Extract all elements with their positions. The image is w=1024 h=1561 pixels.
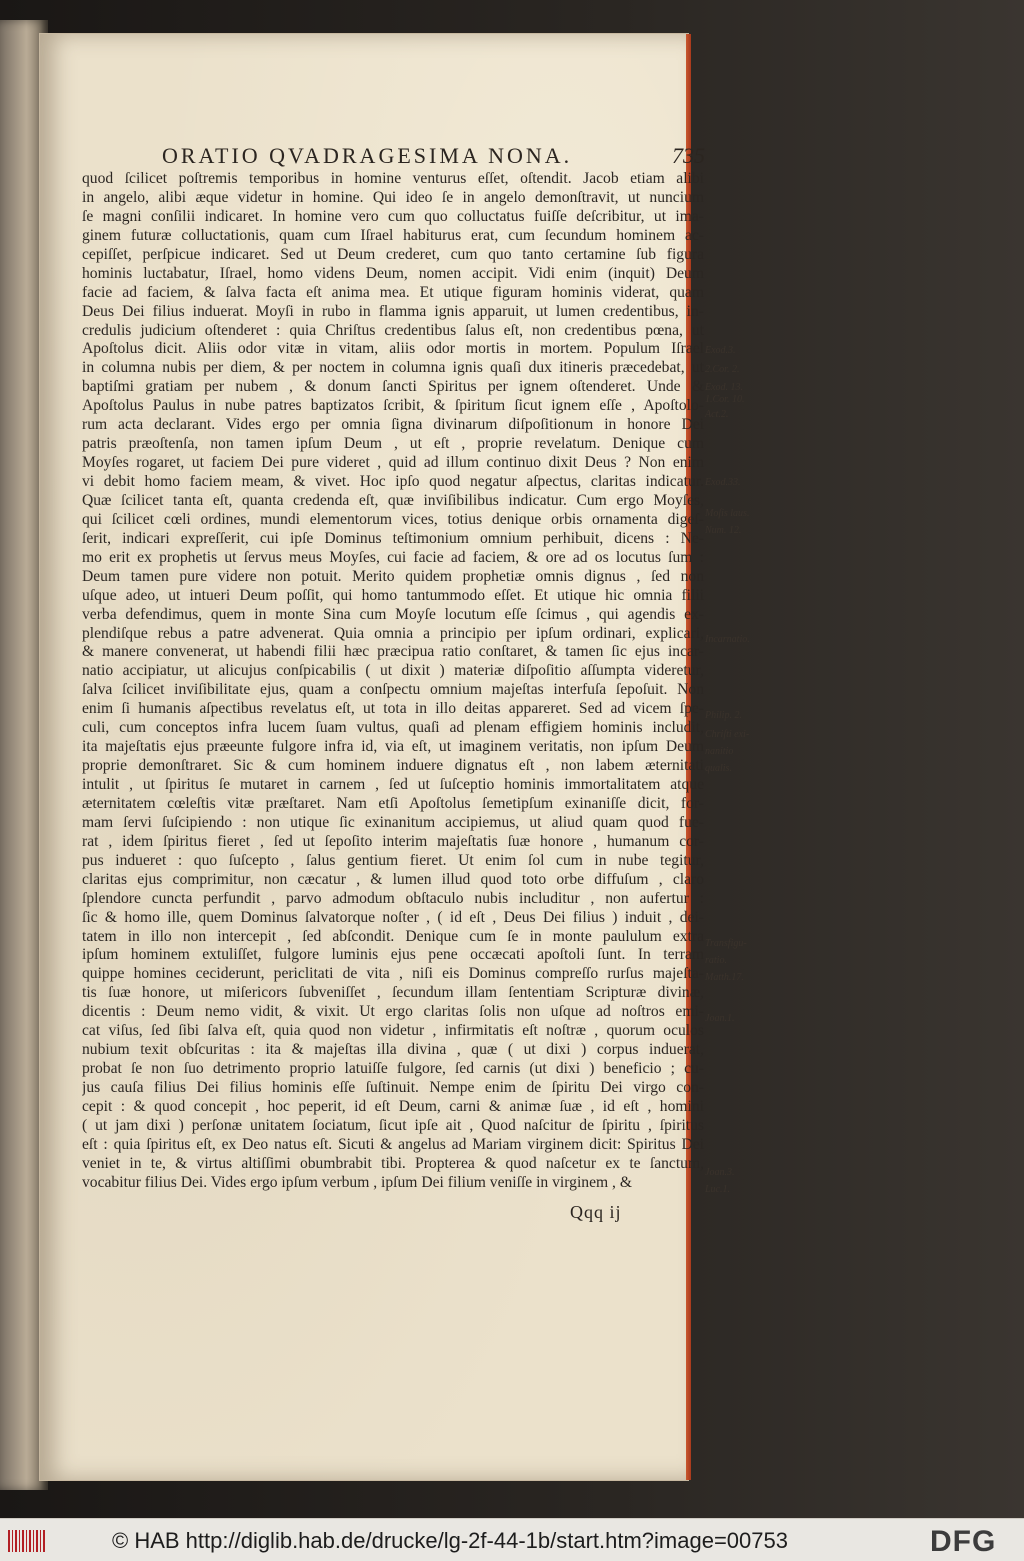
text-line: ſalva ſcilicet inviſibilitate ejus, quam a conſpectu omnium majeſtas interfuſa ſepoſuit. Non — [82, 681, 704, 699]
marginal-note: Chriſti exi- — [705, 729, 750, 741]
signature-mark: Qqq ij — [570, 1202, 622, 1222]
facing-page-bleed-text — [2, 110, 42, 1390]
text-line: cat viſus, ſed ſibi ſalva eſt, quia quod non videtur , infirmitatis eſt noſtræ , quorum oculos — [82, 1022, 704, 1040]
text-line: cepiſſet, perſpicue indicaret. Sed ut Deum crederet, cum quo tanto certamine ſub figura — [82, 245, 704, 263]
body-text — [82, 170, 704, 1193]
marginal-note: Act.2. — [705, 408, 729, 420]
text-line: ginem futuræ colluctationis, quam cum Iſrael habiturus erat, cum ſecundum hominem ac- — [82, 226, 704, 244]
marginal-note: nanitio — [705, 746, 734, 758]
marginal-note: Philip. 2. — [705, 710, 742, 722]
text-line: probat ſe non ſuo detrimento proprio latuiſſe fulgore, ſed carnis (ut dixi ) beneficio ; cu- — [82, 1060, 704, 1078]
marginal-note: qualis. — [705, 763, 732, 775]
text-line: quod ſcilicet poſtremis temporibus in homine venturus eſſet, oſtendit. Jacob etiam alibi — [82, 170, 704, 187]
text-line: ſplendore cuncta perfundit , parvo admodum obſtaculo nubis includitur , non aufertur : — [82, 889, 704, 907]
text-line: intulit , ut ſpiritus ſe mutaret in carnem , ſed ut ſuſceptio hominis immortalitatem atque — [82, 776, 704, 793]
text-line: patris præoſtenſa, non tamen ipſum Deum , ut eſt , proprie revelatum. Denique cum — [82, 435, 704, 453]
text-line: ſic & homo ille, quem Dominus ſalvatorque noſter , ( id eſt , Deus Dei filius ) induit , dei- — [82, 908, 704, 926]
text-line: baptiſmi gratiam per nubem , & donum ſancti Spiritus per ignem oſtenderet. Unde & — [82, 378, 704, 396]
text-line: proprie demonſtraret. Sic & cum hominem induere dignatus eſt , non labem æternitati — [82, 757, 704, 775]
text-line: nubium texit obſcuritas : ita & majeſtas illa divina , quæ ( ut dixi ) corpus induerat, — [82, 1041, 704, 1059]
text-line: Apoſtolus Paulus in nube patres baptizatos ſcribit, & ſpiritum ſicut ignem eſſe , Apoſtolo- — [82, 397, 704, 415]
marginal-note: ratio. — [705, 954, 727, 966]
text-line: culi, cum conceptos infra lucem ſuam vultus, quaſi ad plenam effigiem hominis includit, — [82, 719, 704, 737]
text-line: natio accipiatur, ut alicujus conſpicabilis ( ut dixit ) materiæ diſpoſitio aſſumpta videretur, — [82, 662, 704, 680]
text-line: pus indueret : quo ſuſcepto , ſalus gentium fieret. Ut enim ſol cum in nube tegitur, — [82, 851, 704, 869]
marginal-note: Incarnatio. — [705, 634, 750, 646]
text-line: in angelo, alibi æque videtur in homine. Qui ideo ſe in angelo demonſtravit, ut nuncium — [82, 188, 704, 206]
attribution-link[interactable]: © HAB http://diglib.hab.de/drucke/lg-2f-44-1b/start.htm?image=00753 — [112, 1528, 788, 1553]
marginal-note: Joan.3. — [705, 1166, 735, 1178]
marginal-note: Num. 12. — [705, 524, 742, 536]
text-line: ita majeſtatis ejus præeunte fulgore infra id, via eſt, ut imaginem veritatis, non ipſum Deum — [82, 738, 704, 756]
text-line: Apoſtolus dicit. Aliis odor vitæ in vitam, aliis odor mortis in mortem. Populum Iſrael — [82, 340, 704, 358]
marginal-note: Exod.3. — [705, 344, 736, 356]
text-line: ipſum hominem extuliſſet, fulgore luminis ejus pene occæcati apoſtoli ſunt. In terram — [82, 946, 704, 964]
text-line: ſerit, indicari expreſſerit, cui ipſe Dominus teſtimonium omnium perhibuit, dicens : Ne- — [82, 529, 704, 547]
marginal-note: Exod.33. — [705, 477, 741, 489]
text-line: vi debit homo faciem meam, & vivet. Hoc ipſo quod negatur aſpectus, claritas indicatur. — [82, 473, 704, 490]
text-line: Moyſes rogaret, ut faciem Dei pure videret , quid ad illum continuo dixit Deus ? Non enim — [82, 454, 704, 472]
marginal-note: Moſis laus. — [705, 507, 750, 519]
text-line: æternitatem cœleſtis vitæ præſtaret. Nam etſi Apoſtolus ſemetipſum exinaniſſe dicit, for- — [82, 794, 704, 812]
running-head: ORATIO QVADRAGESIMA NONA. — [162, 143, 573, 168]
text-line: mo erit ex prophetis ut ſervus meus Moyſes, cui facie ad faciem, & ore ad os locutus ſum : — [82, 548, 704, 566]
text-line: plendiſque rebus a patre advenerat. Quia omnia a principio per ipſum ordinari, explicari, — [82, 624, 704, 642]
barcode-icon — [8, 1530, 46, 1552]
text-line: & manere convenerat, ut habendi filii hæc præcipua ratio conſtaret, & tamen ſic ejus incar- — [82, 643, 704, 661]
text-line: vocabitur filius Dei. Vides ergo ipſum verbum , ipſum Dei filium veniſſe in virginem , & — [82, 1173, 632, 1191]
text-line: eſt : quia ſpiritus eſt, ex Deo natus eſt. Sicuti & angelus ad Mariam virginem dicit: Spiritus Dei — [82, 1135, 704, 1153]
page-number: 735 — [672, 143, 705, 168]
text-line: cepit : & quod concepit , hoc peperit, id eſt Deum, carni & animæ ſuæ , id eſt , homini — [82, 1097, 704, 1115]
text-line: rat , idem ſpiritus fieret , ſed ut ſepoſito interim majeſtatis ſuæ honore , humanum cor- — [82, 832, 704, 850]
text-line: quippe homines ceciderunt, periclitati de vita , niſi eis Dominus compreſſo rurſus majeſta- — [82, 965, 704, 983]
marginal-note: Matth.17. — [705, 971, 744, 983]
viewer-footer — [0, 1518, 1024, 1561]
dfg-logo: DFG — [930, 1525, 997, 1558]
text-line: uſque adeo, ut intueri Deum poſſit, qui homo tantummodo eſſet. Et utique hic omnia filii — [82, 586, 704, 604]
marginal-note: Luc.1. — [705, 1184, 730, 1196]
text-line: tis ſuæ honore, ut miſericors ſubveniſſet , ſecundum illam ſententiam Scripturæ divinæ, — [82, 984, 704, 1002]
text-line: enim ſi humanis aſpectibus revelatus eſt, ut tota in illo deitas appareret. Sed ad vicem ſpe- — [82, 700, 704, 718]
marginal-note: Transfigu- — [705, 937, 747, 949]
text-line: hominis luctabatur, Iſrael, homo videns Deum, nomen accipit. Vidi enim (inquit) Deum — [82, 264, 704, 282]
text-line: dicentis : Deum nemo vidit, & vixit. Ut ergo claritas ſolis non uſque ad noſtros emi- — [82, 1003, 704, 1021]
text-line: veniet in te, & virtus altiſſimi obumbrabit tibi. Propterea & quod naſcetur ex te ſanctum, — [82, 1154, 704, 1172]
text-line: rum acta declarant. Vides ergo per omnia ſigna divinarum diſpoſitionum in honore Dei — [82, 416, 704, 434]
text-line: facie ad faciem, & ſalva facta eſt anima mea. Et utique figuram hominis viderat, quam — [82, 283, 704, 301]
text-line: ſe magni conſilii indicaret. In homine vero cum quo colluctatus fuiſſe deſcribitur, ut ima- — [82, 207, 704, 225]
text-line: Quæ ſcilicet tanta eſt, quanta credenda eſt, quæ inviſibilibus indicatur. Cum ergo Moyſes, — [82, 491, 704, 509]
text-line: ( ut jam dixi ) perſonæ unitatem ſociatum, ſicut ipſe ait , Quod naſcitur de ſpiritu , ſpiritus — [82, 1116, 704, 1134]
text-line: tatem in illo non intercepit , ſed abſcondit. Denique cum ſe in monte paululum extra — [82, 927, 704, 945]
text-line: claritas ejus comprimitur, non cæcatur , & lumen illud quod toto orbe diffuſum , claro — [82, 870, 704, 888]
text-line: qui ſcilicet cœli ordines, mundi elementorum vices, totius denique orbis ornamenta digeſ- — [82, 510, 704, 528]
marginal-note: 1.Cor. 10. — [705, 393, 745, 405]
marginal-note: 2.Cor. 2. — [705, 363, 740, 375]
marginal-note: Joan.1. — [705, 1013, 735, 1025]
marginal-note: Exod. 13. — [705, 382, 744, 394]
text-line: Deus Dei filius induerat. Moyſi in rubo in flamma ignis apparuit, ut lumen credentibus, in- — [82, 302, 704, 320]
text-line: jus cauſa filius Dei filius hominis eſſe ſuſtinuit. Nempe enim de ſpiritu Dei virgo con- — [82, 1079, 704, 1096]
text-line: mam ſervi ſuſcipiendo : non utique ſic exinanitum accipiemus, ut aliud quam quod fue- — [82, 813, 704, 831]
text-line: verba defendimus, quem in monte Sina cum Moyſe locutum eſſe ſcimus , qui agendis ex- — [82, 605, 704, 623]
text-line: credulis judicium oſtenderet : quia Chriſtus credentibus ſalus eſt, non credentibus pœna, ut — [82, 321, 704, 339]
text-line: in columna nubis per diem, & per noctem in columna ignis quaſi dux itineris præcedebat, ut — [82, 359, 704, 377]
text-line: Deum tamen pure videre non potuit. Merito quidem prophetiæ omnis dignus , ſed non — [82, 567, 704, 585]
